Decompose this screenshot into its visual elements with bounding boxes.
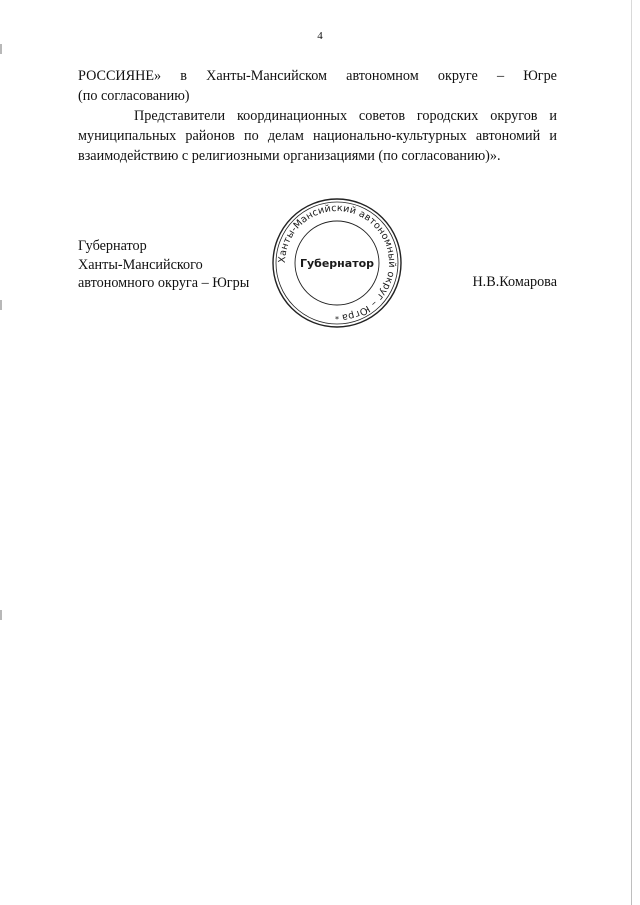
word: – [496, 68, 505, 84]
signatory-title-line: автономного округа – Югры [78, 275, 250, 291]
signatory-title-line: Ханты-Мансийского [78, 256, 203, 273]
scan-mark [0, 610, 2, 620]
seal-center-text: Губернатор [299, 257, 375, 270]
seal-ring-text: Ханты-Мансийский автономный округ – Югра [276, 202, 398, 323]
scan-mark [0, 300, 2, 310]
signatory-title [78, 237, 249, 293]
seal-star: * [335, 315, 339, 324]
scan-mark [0, 44, 2, 54]
word: автономном [346, 68, 419, 84]
word: в [180, 68, 187, 84]
signatory-title-line: Губернатор [78, 238, 147, 254]
page-number: 4 [317, 30, 323, 42]
paragraph-line [78, 66, 557, 86]
word: РОССИЯНЕ» [78, 68, 162, 84]
signatory-name: Н.В.Комарова [472, 274, 557, 290]
document-body [78, 66, 557, 166]
paragraph: Представители координационных советов городских округов и муниципальных районов по делам национально-культурных автономий и взаимодействию с религиозными организациями (по согласованию)». [78, 108, 557, 164]
page-edge-line [631, 0, 632, 905]
word: округе [437, 68, 478, 84]
official-seal [270, 196, 404, 330]
paragraph-line: (по согласованию) [78, 88, 190, 104]
word: Ханты-Мансийском [206, 68, 327, 84]
paragraph-continuation [78, 66, 557, 106]
word: Югре [523, 68, 557, 84]
